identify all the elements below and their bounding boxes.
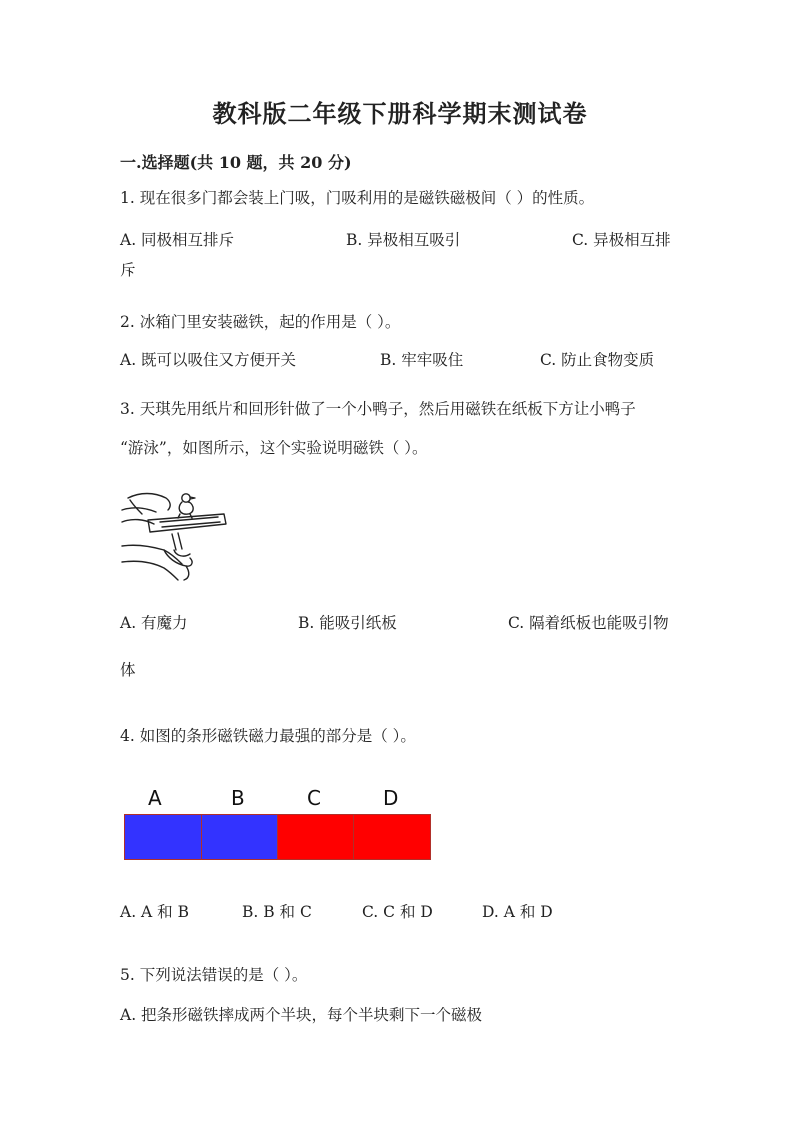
duck-experiment-illustration [120,488,230,584]
magnet-label-d: D [383,786,399,810]
question-4-option-c: C. C 和 D [362,903,433,921]
question-1-option-c-wrap: 斥 [120,261,136,279]
question-4-option-d: D. A 和 D [482,903,553,921]
question-2-option-a: A. 既可以吸住又方便开关 [120,351,297,369]
question-3-option-b: B. 能吸引纸板 [298,614,397,632]
question-5-stem: 5. 下列说法错误的是（ ）。 [120,966,308,984]
question-1-stem: 1. 现在很多门都会装上门吸，门吸利用的是磁铁磁极间（ ）的性质。 [120,189,595,207]
question-1-option-b: B. 异极相互吸引 [346,231,461,249]
question-4-option-a: A. A 和 B [120,903,189,921]
magnet-segment-a [124,814,202,860]
question-4-stem: 4. 如图的条形磁铁磁力最强的部分是（ ）。 [120,727,416,745]
magnet-label-b: B [231,786,245,810]
question-1-option-c: C. 异极相互排 [572,231,671,249]
question-5-option-a: A. 把条形磁铁摔成两个半块，每个半块剩下一个磁极 [120,1006,483,1024]
question-3-stem-line1: 3. 天琪先用纸片和回形针做了一个小鸭子，然后用磁铁在纸板下方让小鸭子 [120,400,636,418]
question-2-stem: 2. 冰箱门里安装磁铁，起的作用是（ ）。 [120,313,401,331]
question-4-option-b: B. B 和 C [242,903,312,921]
section-heading: 一.选择题(共 10 题，共 20 分) [120,153,352,172]
question-2-option-b: B. 牢牢吸住 [380,351,464,369]
question-3-option-a: A. 有魔力 [120,614,188,632]
question-1-option-a: A. 同极相互排斥 [120,231,235,249]
magnet-label-a: A [148,786,162,810]
question-3-option-c: C. 隔着纸板也能吸引物 [508,614,669,632]
magnet-segment-c [277,814,354,860]
question-3-stem-line2: “游泳”，如图所示，这个实验说明磁铁（ ）。 [120,439,428,457]
page-title: 教科版二年级下册科学期末测试卷 [212,99,588,128]
question-2-option-c: C. 防止食物变质 [540,351,655,369]
magnet-segment-b [201,814,278,860]
question-3-option-c-wrap: 体 [120,661,136,679]
magnet-segment-d [353,814,431,860]
magnet-label-c: C [307,786,321,810]
